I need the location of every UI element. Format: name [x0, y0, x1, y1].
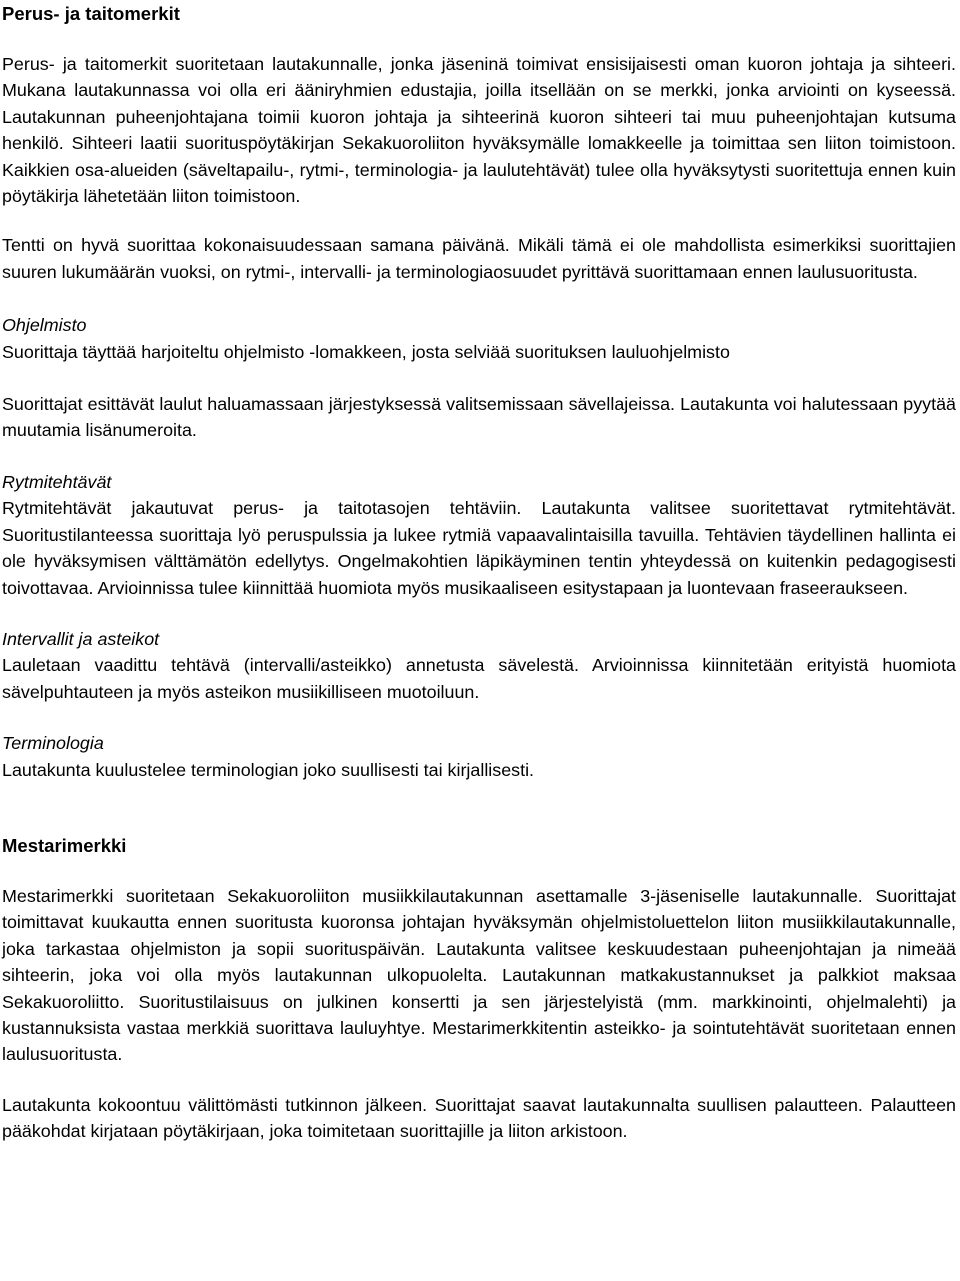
- paragraph-lautakunta-intro: Perus- ja taitomerkit suoritetaan lautakunnalle, jonka jäseninä toimivat ensisijaisesti oman kuoron johtaja ja sihteeri. Mukana lautakunnassa voi olla eri ääniryhmien edustajia, joilla itsellään on se merkki, jonka arviointi on kyseessä. Lautakunnan puheenjohtajana toimii kuoron johtaja ja sihteerinä kuoron sihteeri tai muu puheenjohtajan kutsuma henkilö. Sihteeri laatii suorituspöytäkirjan Sekakuoroliiton hyväksymälle lomakkeelle ja toimittaa sen liiton toimistoon. Kaikkien osa-alueiden (säveltapailu-, rytmi-, terminologia- ja laulutehtävät) tulee olla hyväksytysti suoritettuja ennen kuin pöytäkirja lähetetään liiton toimistoon.: [2, 54, 956, 207]
- paragraph-terminologia: Lautakunta kuulustelee terminologian joko suullisesti tai kirjallisesti.: [2, 759, 535, 780]
- subheading-ohjelmisto: Ohjelmisto: [2, 315, 87, 336]
- paragraph-kokoontuminen: Lautakunta kokoontuu välittömästi tutkinnon jälkeen. Suorittajat saavat lautakunnalta suullisen palautteen. Palautteen pääkohdat kirjataan pöytäkirjaan, joka toimitetaan suorittajille ja liiton arkistoon.: [2, 1094, 956, 1142]
- section-heading-mestarimerkki: Mestarimerkki: [2, 834, 127, 856]
- subheading-terminologia: Terminologia: [2, 733, 104, 754]
- section-heading-perus-taitomerkit: Perus- ja taitomerkit: [2, 3, 180, 24]
- subheading-rytmitehtavat: Rytmitehtävät: [2, 471, 112, 492]
- document-page: [2, 0, 956, 1145]
- paragraph-ohjelmisto-laulut: Suorittajat esittävät laulut haluamassaan järjestyksessä valitsemissaan sävellajeissa. Lautakunta voi halutessaan pyytää muutamia lisänumeroita.: [2, 394, 956, 441]
- paragraph-ohjelmisto-lomake: Suorittaja täyttää harjoiteltu ohjelmisto -lomakkeen, josta selviää suorituksen lauluohjelmisto: [2, 341, 730, 362]
- paragraph-tentti: Tentti on hyvä suorittaa kokonaisuudessaan samana päivänä. Mikäli tämä ei ole mahdollista esimerkiksi suorittajien suuren lukumäärän vuoksi, on rytmi-, intervalli- ja terminologiaosuudet pyrittävä suorittamaan ennen laulusuoritusta.: [2, 235, 956, 282]
- paragraph-rytmitehtavat: Rytmitehtävät jakautuvat perus- ja taitotasojen tehtäviin. Lautakunta valitsee suoritettavat rytmitehtävät. Suoritustilanteessa suorittaja lyö peruspulssia ja lukee rytmiä vapaavalintaisilla tavuilla. Tehtävien täydellinen hallinta ei ole hyväksymisen välttämätön edellytys. Ongelmakohtien läpikäyminen tentin yhteydessä on kuitenkin pedagogisesti toivottavaa. Arvioinnissa tulee kiinnittää huomiota myös musikaaliseen esitystapaan ja luontevaan fraseeraukseen.: [2, 498, 956, 598]
- paragraph-mestarimerkki: Mestarimerkki suoritetaan Sekakuoroliiton musiikkilautakunnan asettamalle 3-jäseniselle lautakunnalle. Suorittajat toimittavat kuukautta ennen suoritusta kuoronsa johtajan hyväksymän ohjelmistoluettelon liiton musiikkilautakunnalle, joka tarkastaa ohjelmiston ja sopii suorituspäivän. Lautakunta valitsee keskuudestaan puheenjohtajan ja nimeää sihteerin, joka voi olla myös lautakunnan ulkopuolelta. Lautakunnan matkakustannukset ja palkkiot maksaa Sekakuoroliitto. Suoritustilaisuus on julkinen konsertti ja sen järjestelyistä (mm. markkinointi, ohjelmalehti) ja kustannuksista vastaa merkkiä suorittava lauluyhtye. Mestarimerkkitentin asteikko- ja sointutehtävät suoritetaan ennen laulusuoritusta.: [2, 885, 956, 1065]
- subheading-intervallit-asteikot: Intervallit ja asteikot: [2, 628, 160, 649]
- paragraph-intervallit: Lauletaan vaadittu tehtävä (intervalli/asteikko) annetusta sävelestä. Arvioinnissa kiinnitetään erityistä huomiota sävelpuhtauteen ja myös asteikon musiikilliseen muotoiluun.: [2, 655, 956, 702]
